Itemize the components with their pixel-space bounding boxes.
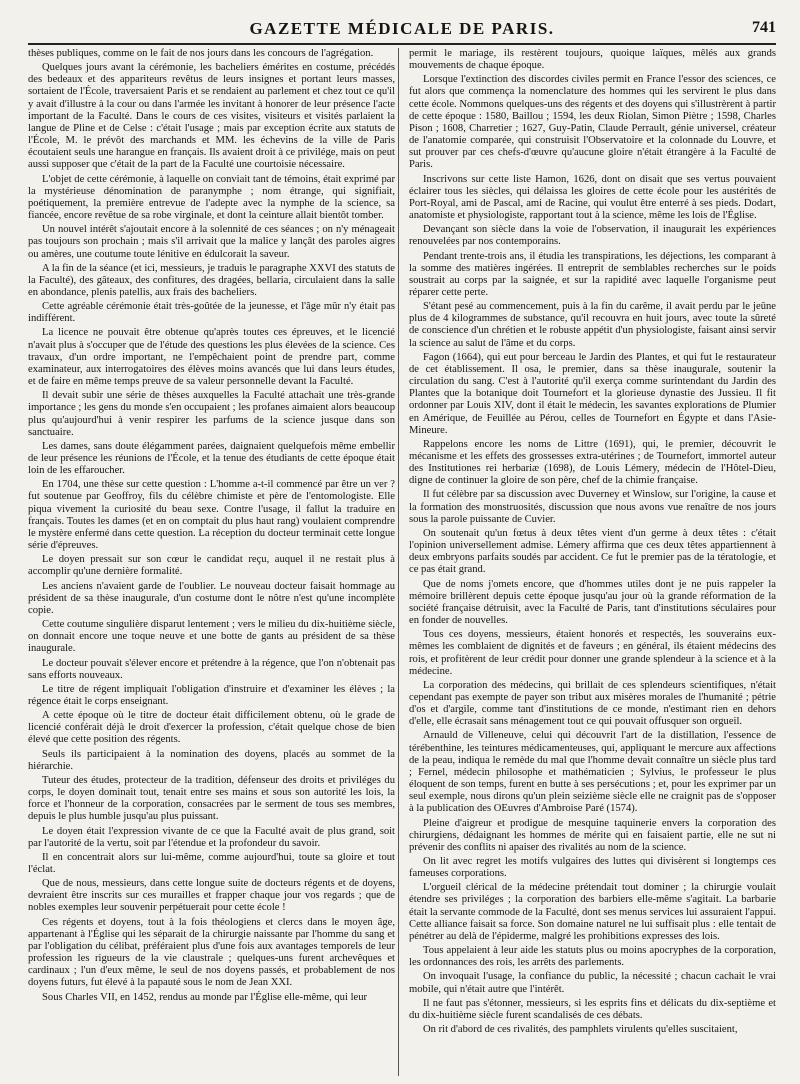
paragraph: Seuls ils participaient à la nomination des doyens, placés au sommet de la hiérarchie. bbox=[28, 748, 395, 772]
paragraph: Tous appelaient à leur aide les statuts plus ou moins apocryphes de la corporation, les ordonnances des rois, les arrêts des parlements. bbox=[409, 945, 776, 969]
left-column bbox=[28, 48, 395, 1078]
page-number: 741 bbox=[752, 19, 776, 36]
paragraph: La licence ne pouvait être obtenue qu'après toutes ces épreuves, et le licencié n'avait plus à s'occuper que de l'étude des questions les plus élevées de la science. Ces travaux, d'un ordre important, ne l'empêchaient point de prendre part, comme examinateur, aux interrogatoires des élèves moins avancés que lui dans leurs études, et de faire en même temps preuve de sa valeur personnelle devant la Faculté. bbox=[28, 327, 395, 388]
paragraph: La corporation des médecins, qui brillait de ces splendeurs scientifiques, n'était cependant pas exempte de payer son tribut aux misères morales de l'humanité ; pétrie d'os et d'argile, comme tant d'institutions de ce monde, n'estimant rien en dehors d'elle, elle écrasait sans ménagement tout ce qui pouvait offusquer son orgueil. bbox=[409, 679, 776, 728]
paragraph: On rit d'abord de ces rivalités, des pamphlets virulents qu'elles suscitaient, bbox=[423, 1024, 738, 1036]
paragraph: Le docteur pouvait s'élever encore et prétendre à la régence, que l'on n'obtenait pas sans efforts nouveaux. bbox=[28, 657, 395, 681]
paragraph: Tous ces doyens, messieurs, étaient honorés et respectés, les souverains eux-mêmes les comblaient de dignités et de faveurs ; en général, ils étaient médecins des rois, et profitèrent de leur crédit pour donner une grande splendeur à la science et à la médecine. bbox=[409, 629, 776, 677]
paragraph: A la fin de la séance (et ici, messieurs, je traduis le paragraphe XXVI des statuts de la Faculté), des gâteaux, des confitures, des dragées, bellaria, circulaient dans la salle en abondance, plenis patellis, aux frais des bacheliers. bbox=[28, 262, 395, 298]
paragraph: Sous Charles VII, en 1452, rendus au monde par l'Église elle-même, qui leur bbox=[42, 991, 368, 1003]
paragraph: Cette coutume singulière disparut lentement ; vers le milieu du dix-huitième siècle, on donnait encore une toque neuve et une botte de gants au président de sa thèse inaugurale. bbox=[28, 619, 395, 655]
paragraph: permit le mariage, ils restèrent toujours, quoique laïques, mêlés aux grands mouvements de chaque époque. bbox=[409, 48, 776, 72]
running-title: GAZETTE MÉDICALE DE PARIS. bbox=[249, 19, 555, 38]
paragraph: Pendant trente-trois ans, il étudia les transpirations, les déjections, les comparant à la somme des matières ingérées. Il entreprit de semblables recherches sur le poids soustrait au corps par la saignée, et sur la rapidité avec laquelle l'organisme peut réparer cette perte. bbox=[409, 250, 776, 298]
paragraph: Tuteur des études, protecteur de la tradition, défenseur des droits et priviléges du corps, le doyen dominait tout, tenait entre ses mains et sous son autorité les lois, la force et l'honneur de la corporation, consacrées par le serment de tous ses membres, depuis le plus humble jusqu'au plus puissant. bbox=[28, 774, 395, 823]
paragraph: thèses publiques, comme on le fait de nos jours dans les concours de l'agrégation. bbox=[28, 48, 374, 59]
paragraph: Un nouvel intérêt s'ajoutait encore à la solennité de ces séances ; on n'y ménageait pas toujours son prochain ; mais s'il arrivait que la malice y lançât des paroles aigres ou amères, une coutume toute lénitive en édulcorait la saveur. bbox=[28, 224, 395, 260]
paragraph: Il fut célèbre par sa discussion avec Duverney et Winslow, sur l'origine, la cause et la formation des monstruosités, discussion que nous avons vue renaître de nos jours sous la parole puissante de Cuvier. bbox=[409, 489, 776, 525]
right-column bbox=[409, 48, 776, 1078]
paragraph: Pleine d'aigreur et prodigue de mesquine taquinerie envers la corporation des chirurgiens, dédaignant les hommes de mérite qui en faisaient partie, elle ne sut ni prévenir des conflits ni apaiser des rivalités au nom de la science. bbox=[409, 817, 776, 853]
paragraph: Le doyen pressait sur son cœur le candidat reçu, auquel il ne restait plus à accomplir qu'une dernière formalité. bbox=[28, 554, 395, 578]
paragraph: S'étant pesé au commencement, puis à la fin du carême, il avait perdu par le jeûne plus de 4 kilogrammes de substance, qu'il recouvra en huit jours, avec toute la sûreté de conscience d'un chrétien et le robuste appétit d'un physiologiste, faisant ainsi servir la science au salut de l'âme et du corps. bbox=[409, 301, 776, 349]
paragraph: On lit avec regret les motifs vulgaires des luttes qui divisèrent si longtemps ces fameuses corporations. bbox=[409, 856, 776, 880]
paragraph: On soutenait qu'un fœtus à deux têtes vient d'un germe à deux têtes : c'était l'opinion universellement admise. Lémery affirma que ces deux têtes appartiennent à deux embryons parfaits soudés par accident. Ce fut le premier pas de la tératologie, et ce pas était grand. bbox=[409, 527, 776, 576]
paragraph: Le titre de régent impliquait l'obligation d'instruire et d'examiner les élèves ; la régence était le corps enseignant. bbox=[28, 683, 395, 707]
article-body bbox=[28, 48, 776, 1078]
paragraph: Quelques jours avant la cérémonie, les bacheliers émérites en costume, précédés des bedeaux et des appariteurs revêtus de leurs insignes et portant leurs masses, sortaient de l'École, traversaient Paris et se rendaient au parlement et chez tout ce qu'il y avait d'illustre à la cour ou dans l'armée les invitant à honorer de leur présence l'acte important de la Faculté. Dans le cours de ces visites, visiteurs et visités parlaient la langue de Pline et de Celse : c'était l'usage ; mais par exception écrite aux statuts de l'École, M. le prévôt des marchands et MM. les échevins de la ville de Paris écoutaient seuls une harangue en français. Ils avaient droit à ce privilége, mais on peut aussi supposer que c'était de la part de la Faculté une courtoisie nécessaire. bbox=[28, 62, 395, 171]
paragraph: En 1704, une thèse sur cette question : L'homme a-t-il commencé par être un ver ? fut soutenue par Geoffroy, fils du célèbre chimiste et père de l'entomologiste. Elle piqua vivement la curiosité du beau sexe. Contre l'usage, il fallut la traduire en français. Toutes les dames (et en on comptait du plus haut rang) voulaient comprendre le mystère enfermé dans cette question. La réception du docteur terminait cette longue série d'épreuves. bbox=[28, 479, 395, 552]
paragraph: On invoquait l'usage, la confiance du public, la nécessité ; chacun cachait le vrai mobile, qui n'était autre que l'intérêt. bbox=[409, 971, 776, 995]
paragraph: Il devait subir une série de thèses auxquelles la Faculté attachait une très-grande importance ; les gens du monde s'en occupaient ; les profanes aimaient alors beaucoup plus qu'aujourd'hui à venir respirer les parfums de la science jusque dans son sanctuaire. bbox=[28, 390, 395, 438]
page-header bbox=[28, 16, 776, 42]
header-rule bbox=[28, 43, 776, 45]
paragraph: Que de noms j'omets encore, que d'hommes utiles dont je ne puis rappeler la mémoire brillèrent depuis cette époque jusqu'au jour où la grande réformation de la société française détruisit, avec la Faculté de Paris, tant d'institutions séculaires pour en fonder de nouvelles. bbox=[409, 578, 776, 627]
paragraph: Lorsque l'extinction des discordes civiles permit en France l'essor des sciences, ce fut alors que commença la nomenclature des hommes qui les servirent le plus dans cette école. Nommons quelques-uns des régents et des doyens qui s'illustrèrent à partir de cette époque : 1580, Baillou ; 1594, les deux Riolan, Simon Piètre ; 1598, Charles Pison ; 1608, Charretier ; 1627, Guy-Patin, Claude Perrault, génie universel, créateur de l'anatomie comparée, qui construisit l'Observatoire et la colonnade du Louvre, et sut prouver par ces chefs-d'œuvre qu'aucune gloire n'était étrangère à la Faculté de Paris. bbox=[409, 74, 776, 171]
paragraph: Il ne faut pas s'étonner, messieurs, si les esprits fins et délicats du dix-septième et du dix-huitième siècle furent scandalisés de ces débats. bbox=[409, 997, 776, 1021]
paragraph: Cette agréable cérémonie était très-goûtée de la jeunesse, et l'âge mûr n'y était pas indifférent. bbox=[28, 301, 395, 325]
paragraph: Inscrivons sur cette liste Hamon, 1626, dont on disait que ses vertus pouvaient éclairer tous les siècles, qui délaissa les gloires de cette école pour les austérités de Port-Royal, ami de Pascal, ami de Racine, qui voulut être enterré à ses pieds. Dodart, anatomiste et physiologiste, rapportant tout à la science, même les lois de l'Église. bbox=[409, 173, 776, 222]
paragraph: L'objet de cette cérémonie, à laquelle on conviait tant de témoins, était exprimé par la mystérieuse dénomination de paranymphe ; nom étrange, qui signifiait, poétiquement, la première entrevue de l'adepte avec la nymphe de la science, sa fiancée, encore revêtue de sa robe virginale, et dont la ceinture allait bientôt tomber. bbox=[28, 173, 395, 222]
paragraph: Que de nous, messieurs, dans cette longue suite de docteurs régents et de doyens, devraient être inscrits sur ces murailles et frapper chaque jour vos regards ; que de nobles exemples leur souvenir perpétuerait pour cette école ! bbox=[28, 878, 395, 914]
paragraph: Le doyen était l'expression vivante de ce que la Faculté avait de plus grand, soit par l'autorité de la vertu, soit par l'étendue et la profondeur du savoir. bbox=[28, 825, 395, 849]
paragraph: Fagon (1664), qui eut pour berceau le Jardin des Plantes, et qui fut le restaurateur de cet établissement. Il osa, le premier, dans sa thèse inaugurale, soutenir la circulation du sang. C'est à l'autorité qu'il exerça comme surintendant du Jardin des Plantes que la botanique doit Tournefort et la glorieuse dynastie des Jussieu. Il fit ordonner par Louis XIV, dont il était le médecin, les savantes explorations de Plumier en Amérique, de Feuillée au Pérou, celles de Tournefort en Égypte et dans l'Asie-Mineure. bbox=[409, 351, 776, 436]
paragraph: Ces régents et doyens, tout à la fois théologiens et clercs dans le moyen âge, appartenant à l'Église qui les séparait de la chirurgie naissante par l'homme du sang et par l'obligation du célibat, préféraient plus d'une fois aux avantages temporels de leur profession les rigueurs de la vie claustrale ; quelques-uns furent archevêques et cardinaux ; l'un d'eux même, le seul de nos doyens passés, et probablement de nos doyens futurs, fut élevé à la papauté sous le nom de Jean XXI. bbox=[28, 916, 395, 989]
paragraph: Arnauld de Villeneuve, celui qui découvrit l'art de la distillation, l'essence de térébenthine, les teintures médicamenteuses, qui, appliquant le mercure aux affections de la peau, indiqua le remède du mal que l'homme devait connaître un siècle plus tard ; Fernel, médecin philosophe et mathématicien ; Sylvius, le professeur le plus éloquent de son temps, furent en butte à ses persécutions ; et, pour les exprimer par un seul exemple, nous dirons qu'un plein seizième siècle elle ne craignit pas de s'opposer à la publication des OEuvres d'Ambroise Paré (1574). bbox=[409, 730, 776, 815]
paragraph: L'orgueil clérical de la médecine prétendait tout dominer ; la chirurgie voulait étendre ses priviléges ; la corporation des barbiers elle-même s'agitait. La barbarie était la servante commode de la Faculté, dont ses menus services lui assuraient l'appui. Cette alliance faisait sa force. Son domaine naturel ne lui suffisait plus : elle tentait de pénétrer au delà de l'épiderme, malgré les prohibitions expresses des lois. bbox=[409, 882, 776, 942]
paragraph: Rappelons encore les noms de Littre (1691), qui, le premier, découvrit le mécanisme et les effets des grossesses extra-utérines ; de Tournefort, immortel auteur des Institutiones rei herbariæ (1698), de Louis Lémery, médecin de l'Hôtel-Dieu, digne de continuer la gloire de son père, chef de la chimie française. bbox=[409, 438, 776, 487]
paragraph: Il en concentrait alors sur lui-même, comme aujourd'hui, toute sa gloire et tout l'éclat. bbox=[28, 851, 395, 875]
paragraph: A cette époque où le titre de docteur était difficilement obtenu, où le grade de licencié conférait déjà le droit d'exercer la profession, c'était quelque chose de bien élevé que cette position des régents. bbox=[28, 710, 395, 746]
paragraph: Les dames, sans doute élégamment parées, daignaient quelquefois même embellir de leur présence les réunions de l'École, et la tenue des étudiants de cette époque était loin de les effaroucher. bbox=[28, 440, 395, 477]
paragraph: Devançant son siècle dans la voie de l'observation, il inaugurait les expériences renouvelées par nos contemporains. bbox=[409, 224, 776, 248]
paragraph: Les anciens n'avaient garde de l'oublier. Le nouveau docteur faisait hommage au président de sa thèse inaugurale, d'un costume dont le nôtre n'est qu'une incomplète copie. bbox=[28, 580, 395, 616]
